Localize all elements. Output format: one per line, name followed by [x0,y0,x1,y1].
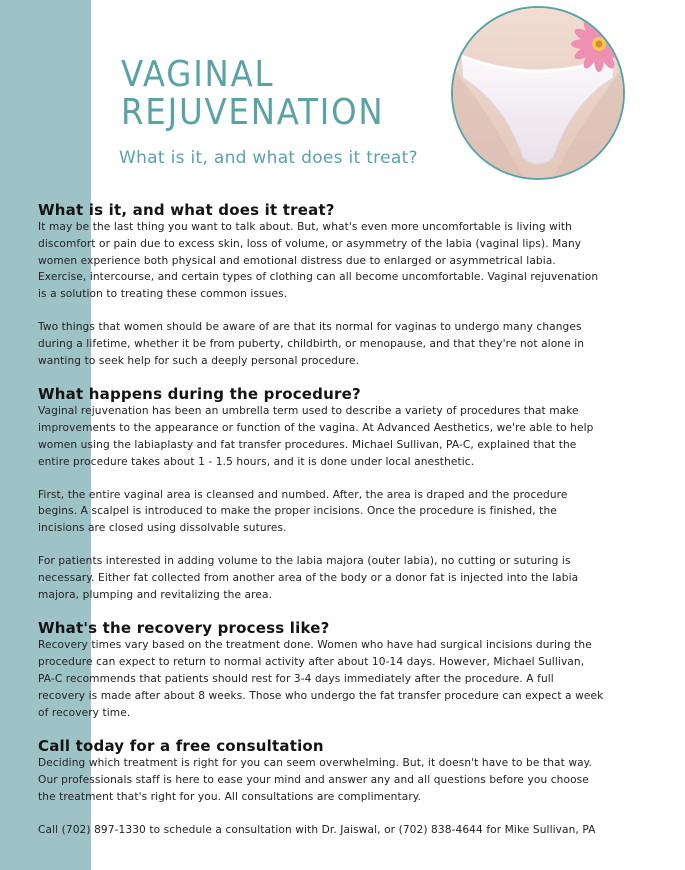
page-subtitle: What is it, and what does it treat? [119,148,418,168]
section-consultation [38,737,660,838]
section-recovery [38,619,660,721]
paragraph: It may be the last thing you want to talk about. But, what's even more uncomfortable is living with discomfort or pain due to excess skin, loss of volume, or asymmetry of the labia (vaginal lips). Many women experience both physical and emotional distress due to enlarged or asymmetrical labia. Exercise, intercourse, and certain types of clothing can all become uncomfortable. Vaginal rejuvenation is a solution to treating these common issues. [38,221,599,301]
section-heading: What's the recovery process like? [38,619,330,638]
section-what-is-it [38,201,660,369]
article-body [38,201,660,855]
section-heading: What is it, and what does it treat? [38,201,335,219]
paragraph: Deciding which treatment is right for you can seem overwhelming. But, it doesn't have to be that way. Our professionals staff is here to ease your mind and answer any and all questions before you choose the treatment that's right for you. All consultations are complimentary. [38,757,593,803]
paragraph: For patients interested in adding volume to the labia majora (outer labia), no cutting or suturing is necessary. Either fat collected from another area of the body or a donor fat is injected into the labia majora, plumping and revitalizing the area. [38,554,579,601]
section-procedure [38,385,660,603]
paragraph: Recovery times vary based on the treatment done. Women who have had surgical incisions during the procedure can expect to return to normal activity after about 10-14 days. However, Michael Sullivan, PA-C recommends that patients should rest for 3-4 days immediately after the procedure. A full recovery is made after about 8 weeks. Those who undergo the fat transfer procedure can expect a week of recovery time. [38,639,604,719]
section-heading: Call today for a free consultation [38,737,324,756]
paragraph: Two things that women should be aware of are that its normal for vaginas to undergo many changes during a lifetime, whether it be from puberty, childbirth, or menopause, and that they're not alone in wanting to seek help for such a deeply personal procedure. [38,320,585,367]
title-line-1: VAGINAL [121,54,275,95]
section-heading: What happens during the procedure? [38,385,361,404]
hero-photo [451,6,625,180]
contact-line: Call (702) 897-1330 to schedule a consultation with Dr. Jaiswal, or (702) 838-4644 for Mike Sullivan, PA [38,823,596,836]
paragraph: First, the entire vaginal area is cleansed and numbed. After, the area is draped and the procedure begins. A scalpel is introduced to make the proper incisions. Once the procedure is finished, the incisions are closed using dissolvable sutures. [38,488,568,535]
page-title [121,56,384,132]
title-line-2: REJUVENATION [121,92,385,133]
paragraph: Vaginal rejuvenation has been an umbrella term used to describe a variety of procedures that make improvements to the appearance or function of the vagina. At Advanced Aesthetics, we're able to help women using the labiaplasty and fat transfer procedures. Michael Sullivan, PA-C, explained that the entire procedure takes about 1 - 1.5 hours, and it is done under local anesthetic. [38,405,594,468]
hero-illustration [453,8,623,178]
